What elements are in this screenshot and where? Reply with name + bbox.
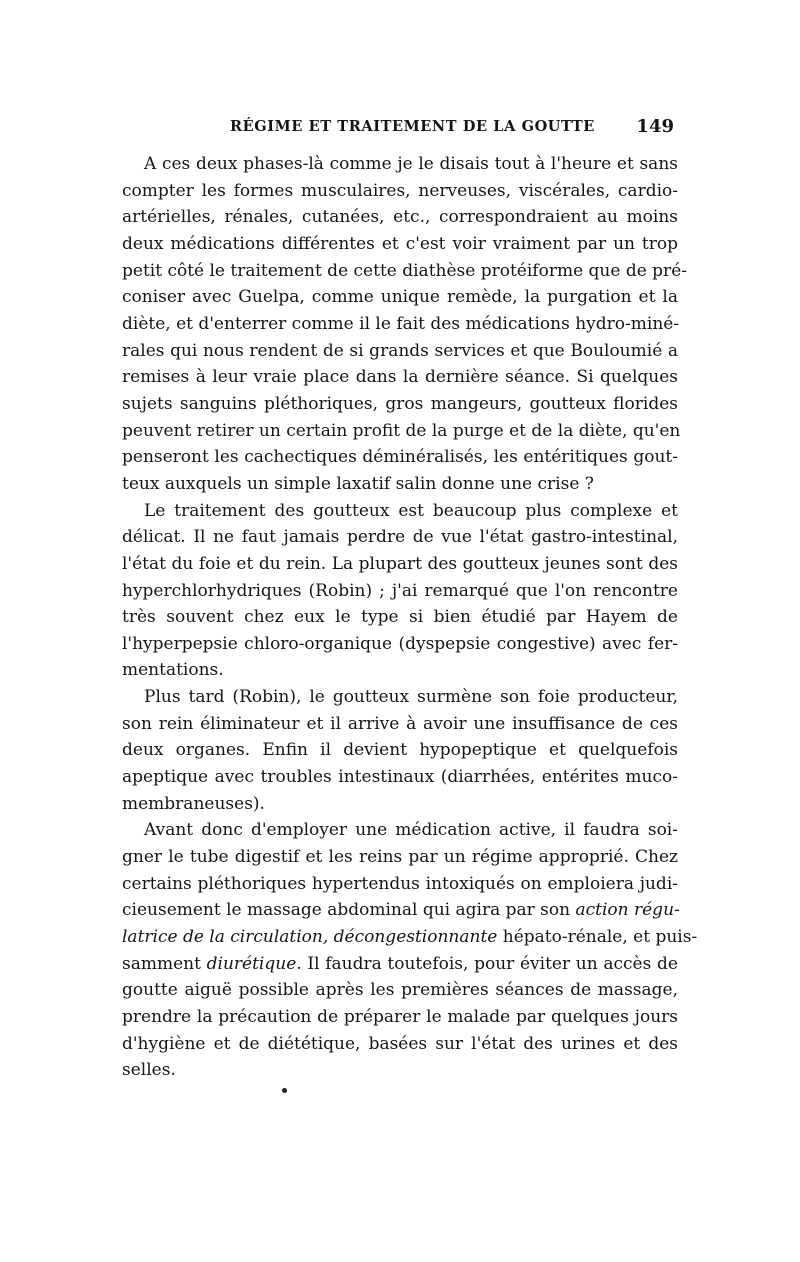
- text-line: coniser avec Guelpa, comme unique remède, la purgation et la: [122, 287, 678, 308]
- text-line: hyperchlorhydriques (Robin) ; j'ai remarqué que l'on rencontre: [122, 580, 678, 601]
- text-line: peuvent retirer un certain profit de la purge et de la diète, qu'en: [122, 420, 681, 441]
- text-line: délicat. Il ne faut jamais perdre de vue l'état gastro-intestinal,: [122, 527, 678, 548]
- text-line: d'hygiène et de diététique, basées sur l'état des urines et des: [122, 1033, 678, 1054]
- text-line: mentations.: [122, 660, 224, 681]
- text-line: Le traitement des goutteux est beaucoup plus complexe et: [144, 500, 678, 521]
- text-line: sujets sanguins pléthoriques, gros mangeurs, goutteux florides: [122, 393, 678, 414]
- paragraph-4: [122, 817, 698, 1084]
- text-line: selles.: [122, 1060, 176, 1081]
- text-line: remises à leur vraie place dans la dernière séance. Si quelques: [122, 367, 678, 388]
- text-line italic-line: cieusement le massage abdominal qui agira par son action régu-: [122, 900, 680, 921]
- text-line italic-line: samment diurétique. Il faudra toutefois, pour éviter un accès de: [122, 953, 678, 974]
- italic-phrase: latrice de la circulation, décongestionnante: [122, 927, 498, 948]
- text-line: prendre la précaution de préparer le malade par quelques jours: [122, 1007, 678, 1027]
- text-line: compter les formes musculaires, nerveuses, viscérales, cardio-: [122, 180, 678, 201]
- running-title: RÉGIME ET TRAITEMENT DE LA GOUTTE: [230, 118, 595, 135]
- paragraph-2: [122, 498, 678, 685]
- text-line: apeptique avec troubles intestinaux (diarrhées, entérites muco-: [122, 767, 678, 788]
- page-number: 149: [636, 116, 674, 137]
- text-line: l'état du foie et du rein. La plupart des goutteux jeunes sont des: [122, 553, 678, 574]
- text-line: teux auxquels un simple laxatif salin donne une crise ?: [122, 473, 594, 494]
- text-line: l'hyperpepsie chloro-organique (dyspepsie congestive) avec fer-: [122, 633, 678, 654]
- text-line: membraneuses).: [122, 793, 265, 814]
- italic-phrase: action régu-: [575, 900, 680, 921]
- body-text: [122, 151, 698, 1084]
- text-line: artérielles, rénales, cutanées, etc., correspondraient au moins: [122, 207, 678, 228]
- text-line: deux médications différentes et c'est voir vraiment par un trop: [122, 233, 678, 254]
- text-line: rales qui nous rendent de si grands services et que Bouloumié a: [122, 340, 678, 361]
- text-line: goutte aiguë possible après les premières séances de massage,: [122, 980, 678, 1001]
- running-head: [122, 116, 674, 140]
- text-line: A ces deux phases-là comme je le disais tout à l'heure et sans: [144, 154, 678, 174]
- text-line: Avant donc d'employer une médication active, il faudra soi-: [144, 820, 678, 841]
- text-line: Plus tard (Robin), le goutteux surmène son foie producteur,: [144, 687, 678, 708]
- italic-phrase: diurétique.: [206, 953, 302, 974]
- text-line: son rein éliminateur et il arrive à avoir une insuffisance de ces: [122, 713, 678, 734]
- text-line italic-line: latrice de la circulation, décongestionnante hépato-rénale, et puis-: [122, 927, 698, 948]
- text-line: gner le tube digestif et les reins par un régime approprié. Chez: [122, 847, 678, 868]
- paragraph-1: [122, 151, 687, 498]
- text-line: penseront les cachectiques déminéralisés, les entéritiques gout-: [122, 447, 678, 468]
- text-line: diète, et d'enterrer comme il le fait des médications hydro-miné-: [122, 313, 680, 334]
- ink-speck: [282, 1088, 287, 1093]
- text-line: certains pléthoriques hypertendus intoxiqués on emploiera judi-: [122, 873, 678, 894]
- paragraph-3: [122, 684, 678, 817]
- text-line: deux organes. Enfin il devient hypopeptique et quelquefois: [122, 740, 678, 761]
- text-line: petit côté le traitement de cette diathèse protéiforme que de pré-: [122, 260, 687, 281]
- text-line: très souvent chez eux le type si bien étudié par Hayem de: [122, 607, 678, 628]
